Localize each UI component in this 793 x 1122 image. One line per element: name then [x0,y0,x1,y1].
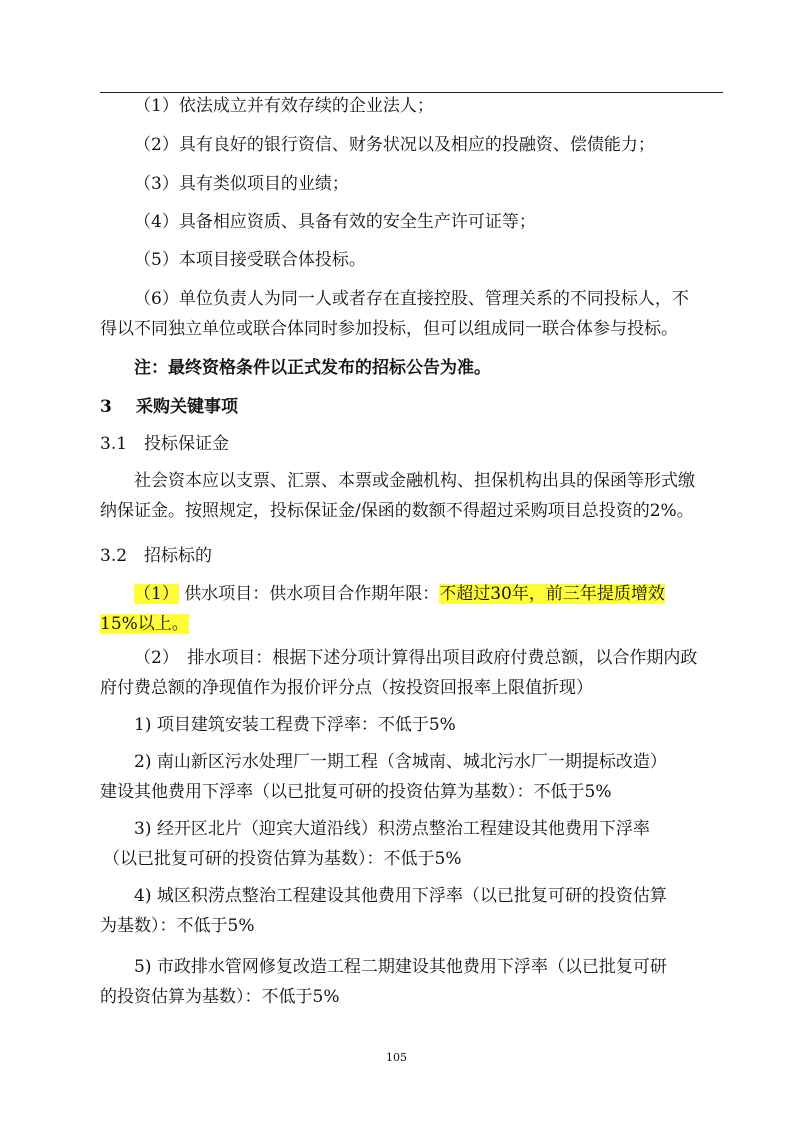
section-3-1-heading: 3.1 投标保证金 [100,434,230,454]
water-supply-text: 供水项目：供水项目合作期年限： [184,584,440,604]
water-supply-number: （1） [134,584,179,604]
bid-bond-line1: 社会资本应以支票、汇票、本票或金融机构、担保机构出具的保函等形式缴 [134,471,695,491]
water-supply-highlight: 不超过30年，前三年提质增效 [439,584,665,604]
page-number: 105 [386,1051,407,1064]
subitem-4-line1: 4) 城区积涝点整治工程建设其他费用下浮率（以已批复可研的投资估算 [134,886,667,906]
subitem-2-line1: 2) 南山新区污水处理厂一期工程（含城南、城北污水厂一期提标改造） [134,752,667,772]
qualification-item-1: （1）依法成立并有效存续的企业法人； [134,96,434,116]
qualification-item-4: （4）具备相应资质、具备有效的安全生产许可证等； [134,212,536,232]
subitem-5-line2: 的投资估算为基数）：不低于5% [100,987,340,1007]
qualification-item-5: （5）本项目接受联合体投标。 [134,250,366,270]
section-3-title: 采购关键事项 [136,397,238,417]
subitem-1: 1) 项目建筑安装工程费下浮率：不低于5% [134,715,456,735]
qualification-item-6-line1: （6）单位负责人为同一人或者存在直接控股、管理关系的不同投标人，不 [134,289,689,309]
qualification-item-6-line2: 得以不同独立单位或联合体同时参加投标，但可以组成同一联合体参与投标。 [100,319,678,339]
bid-bond-line2: 纳保证金。按照规定，投标保证金/保函的数额不得超过采购项目总投资的2%。 [100,501,694,521]
subitem-4-line2: 为基数）：不低于5% [100,916,255,936]
subitem-3-line2: （以已批复可研的投资估算为基数）：不低于5% [103,849,462,869]
qualification-item-2: （2）具有良好的银行资信、财务状况以及相应的投融资、偿债能力； [134,135,655,155]
subitem-3-line1: 3) 经开区北片（迎宾大道沿线）积涝点整治工程建设其他费用下浮率 [134,819,650,839]
header-rule [100,92,723,93]
subitem-2-line2: 建设其他费用下浮率（以已批复可研的投资估算为基数）：不低于5% [100,782,612,802]
water-supply-line2 [100,613,189,635]
water-supply-line1 [134,583,665,605]
section-3-2-heading: 3.2 招标标的 [100,546,213,566]
section-3-number: 3 [100,397,112,417]
qualification-item-3: （3）具有类似项目的业绩； [134,174,349,194]
water-supply-highlight-cont: 15%以上。 [100,614,189,634]
qualification-note: 注：最终资格条件以正式发布的招标公告为准。 [134,358,491,378]
drainage-line2: 府付费总额的净现值作为报价评分点（按投资回报率上限值折现） [100,678,593,698]
subitem-5-line1: 5) 市政排水管网修复改造工程二期建设其他费用下浮率（以已批复可研 [134,957,667,977]
drainage-line1: （2） 排水项目：根据下述分项计算得出项目政府付费总额，以合作期内政 [134,648,698,668]
